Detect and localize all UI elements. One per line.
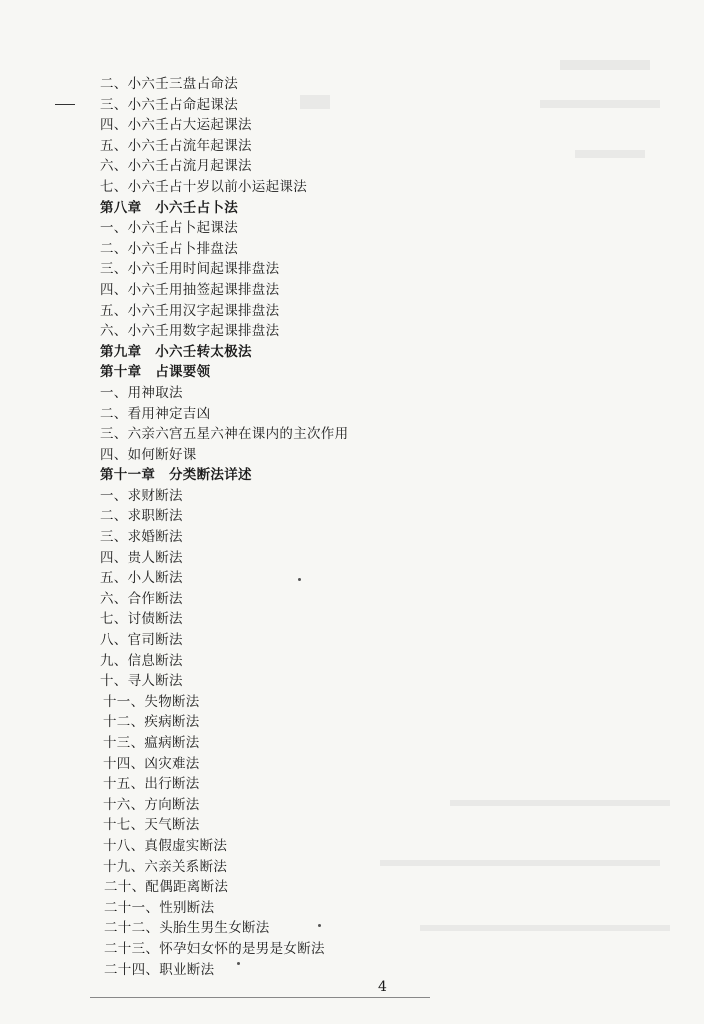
toc-entry: 十九、六亲关系断法 (103, 858, 228, 875)
toc-entry: 四、贵人断法 (100, 549, 183, 566)
toc-entry: 十五、出行断法 (103, 776, 200, 793)
toc-entry: 五、小人断法 (100, 570, 183, 587)
table-of-contents (100, 74, 660, 980)
toc-entry: 二十二、头胎生男生女断法 (104, 920, 270, 937)
toc-entry: 三、求婚断法 (100, 529, 183, 546)
toc-entry: 十四、凶灾难法 (103, 755, 200, 772)
toc-entry: 十二、疾病断法 (103, 714, 200, 731)
toc-entry: 二十四、职业断法 (104, 961, 215, 978)
toc-entry: 六、合作断法 (100, 590, 183, 607)
toc-entry: 九、信息断法 (100, 652, 183, 669)
toc-entry: 十一、失物断法 (103, 693, 200, 710)
toc-chapter-heading: 第八章 小六壬占卜法 (100, 199, 238, 216)
toc-entry: 七、讨债断法 (100, 611, 183, 628)
footer-rule (90, 997, 430, 998)
toc-entry: 十六、方向断法 (103, 796, 200, 813)
toc-entry: 二十一、性别断法 (104, 899, 215, 916)
toc-entry: 五、小六壬用汉字起课排盘法 (100, 302, 280, 319)
toc-chapter-heading: 第十章 占课要领 (100, 364, 211, 381)
toc-entry: 三、小六壬占命起课法 (100, 96, 238, 113)
toc-entry: 四、小六壬用抽签起课排盘法 (100, 281, 280, 298)
scan-speck (298, 578, 301, 581)
scan-speck (318, 924, 321, 927)
toc-entry: 八、官司断法 (100, 632, 183, 649)
toc-entry: 四、小六壬占大运起课法 (100, 117, 252, 134)
toc-entry: 六、小六壬占流月起课法 (100, 158, 252, 175)
toc-entry: 一、小六壬占卜起课法 (100, 220, 238, 237)
toc-entry: 三、小六壬用时间起课排盘法 (100, 261, 280, 278)
toc-entry: 四、如何断好课 (100, 446, 197, 463)
toc-chapter-heading: 第九章 小六壬转太极法 (100, 343, 252, 360)
toc-entry: 二、求职断法 (100, 508, 183, 525)
toc-entry: 二、看用神定吉凶 (100, 405, 211, 422)
toc-entry: 六、小六壬用数字起课排盘法 (100, 323, 280, 340)
toc-entry: 二、小六壬三盘占命法 (100, 76, 238, 92)
toc-entry: 十、寻人断法 (100, 673, 183, 690)
toc-entry: 二十、配偶距离断法 (104, 879, 229, 896)
toc-chapter-heading: 第十一章 分类断法详述 (100, 467, 252, 484)
toc-entry: 二、小六壬占卜排盘法 (100, 240, 238, 257)
page-number: 4 (378, 979, 387, 995)
toc-entry: 一、求财断法 (100, 487, 183, 504)
toc-entry: 十七、天气断法 (103, 817, 200, 834)
toc-entry: 十三、瘟病断法 (103, 735, 200, 751)
toc-entry: 五、小六壬占流年起课法 (100, 137, 252, 154)
toc-entry: 七、小六壬占十岁以前小运起课法 (100, 178, 307, 195)
scan-speck (237, 962, 240, 965)
toc-entry: 一、用神取法 (100, 384, 183, 401)
toc-entry: 十八、真假虚实断法 (103, 837, 228, 854)
toc-entry: 三、六亲六宫五星六神在课内的主次作用 (100, 426, 349, 443)
bleed-through-mark (560, 60, 650, 70)
margin-dash-mark (55, 104, 75, 105)
toc-entry: 二十三、怀孕妇女怀的是男是女断法 (104, 940, 325, 957)
